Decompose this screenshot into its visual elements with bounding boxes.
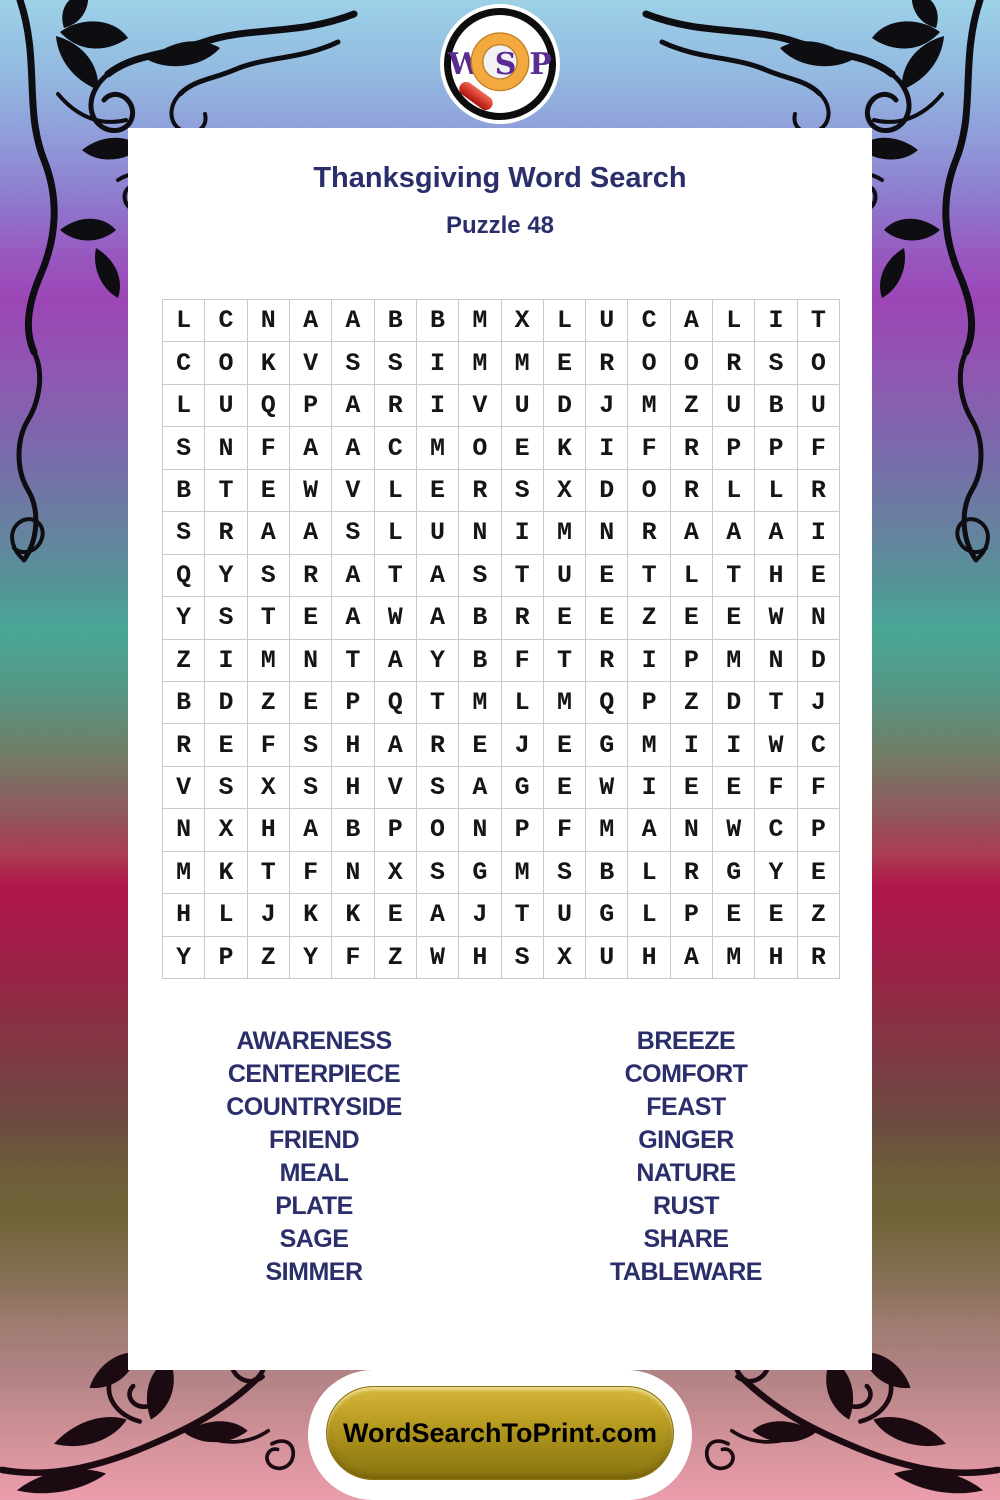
- grid-cell: V: [290, 342, 332, 384]
- grid-cell: S: [290, 724, 332, 766]
- grid-cell: A: [671, 512, 713, 554]
- grid-cell: E: [544, 597, 586, 639]
- grid-cell: R: [798, 470, 840, 512]
- grid-cell: R: [586, 640, 628, 682]
- grid-cell: G: [713, 852, 755, 894]
- grid-cell: B: [332, 809, 374, 851]
- grid-cell: Y: [205, 555, 247, 597]
- grid-cell: E: [586, 597, 628, 639]
- grid-cell: T: [332, 640, 374, 682]
- word-column-1: [128, 1025, 500, 1289]
- grid-cell: U: [205, 385, 247, 427]
- grid-cell: A: [375, 640, 417, 682]
- grid-cell: Q: [248, 385, 290, 427]
- grid-cell: B: [459, 640, 501, 682]
- grid-cell: L: [502, 682, 544, 724]
- grid-cell: I: [628, 640, 670, 682]
- grid-cell: U: [713, 385, 755, 427]
- grid-cell: P: [798, 809, 840, 851]
- grid-cell: S: [163, 512, 205, 554]
- grid-cell: C: [628, 300, 670, 342]
- grid-cell: S: [459, 555, 501, 597]
- grid-cell: R: [671, 470, 713, 512]
- grid-cell: F: [248, 427, 290, 469]
- grid-cell: M: [544, 682, 586, 724]
- word-item: SAGE: [279, 1225, 349, 1253]
- grid-cell: K: [332, 894, 374, 936]
- grid-cell: T: [755, 682, 797, 724]
- grid-cell: P: [628, 682, 670, 724]
- grid-cell: M: [628, 724, 670, 766]
- grid-cell: A: [713, 512, 755, 554]
- grid-cell: E: [290, 682, 332, 724]
- grid-cell: S: [417, 767, 459, 809]
- grid-cell: V: [459, 385, 501, 427]
- grid-cell: I: [755, 300, 797, 342]
- grid-cell: E: [713, 894, 755, 936]
- grid-cell: L: [671, 555, 713, 597]
- grid-cell: E: [798, 852, 840, 894]
- grid-cell: M: [459, 682, 501, 724]
- grid-cell: V: [163, 767, 205, 809]
- grid-cell: E: [586, 555, 628, 597]
- grid-cell: S: [290, 767, 332, 809]
- grid-cell: Y: [417, 640, 459, 682]
- grid-cell: A: [290, 300, 332, 342]
- grid-cell: Y: [163, 597, 205, 639]
- grid-cell: F: [628, 427, 670, 469]
- grid-cell: M: [248, 640, 290, 682]
- grid-cell: V: [375, 767, 417, 809]
- grid-cell: E: [798, 555, 840, 597]
- grid-cell: O: [628, 470, 670, 512]
- grid-cell: U: [586, 937, 628, 979]
- word-item: PLATE: [275, 1192, 353, 1220]
- grid-cell: E: [290, 597, 332, 639]
- grid-cell: K: [205, 852, 247, 894]
- grid-cell: L: [713, 300, 755, 342]
- grid-cell: A: [755, 512, 797, 554]
- grid-cell: D: [586, 470, 628, 512]
- grid-cell: D: [544, 385, 586, 427]
- grid-cell: Q: [586, 682, 628, 724]
- letter-grid: [162, 299, 840, 979]
- word-list: [128, 1025, 872, 1289]
- grid-cell: S: [502, 937, 544, 979]
- grid-cell: V: [332, 470, 374, 512]
- grid-cell: M: [163, 852, 205, 894]
- grid-cell: M: [713, 640, 755, 682]
- grid-cell: S: [205, 597, 247, 639]
- grid-cell: A: [375, 724, 417, 766]
- grid-cell: Q: [163, 555, 205, 597]
- grid-cell: E: [417, 470, 459, 512]
- grid-cell: J: [502, 724, 544, 766]
- grid-cell: A: [290, 512, 332, 554]
- logo-letter-p: P: [529, 46, 552, 82]
- grid-cell: M: [502, 342, 544, 384]
- grid-cell: P: [332, 682, 374, 724]
- grid-cell: S: [417, 852, 459, 894]
- grid-cell: F: [544, 809, 586, 851]
- grid-cell: T: [713, 555, 755, 597]
- grid-cell: H: [459, 937, 501, 979]
- grid-cell: A: [417, 894, 459, 936]
- grid-cell: R: [502, 597, 544, 639]
- grid-cell: Z: [671, 385, 713, 427]
- grid-cell: R: [375, 385, 417, 427]
- grid-cell: O: [205, 342, 247, 384]
- grid-cell: N: [459, 809, 501, 851]
- grid-cell: O: [671, 342, 713, 384]
- grid-cell: O: [417, 809, 459, 851]
- word-item: TABLEWARE: [610, 1258, 762, 1286]
- magnifier-ring-icon: [472, 34, 528, 90]
- grid-cell: F: [755, 767, 797, 809]
- grid-cell: W: [417, 937, 459, 979]
- grid-cell: E: [459, 724, 501, 766]
- grid-cell: T: [502, 555, 544, 597]
- grid-cell: A: [290, 809, 332, 851]
- grid-cell: T: [248, 852, 290, 894]
- grid-cell: A: [332, 427, 374, 469]
- grid-cell: L: [163, 385, 205, 427]
- word-item: COUNTRYSIDE: [226, 1093, 402, 1121]
- grid-cell: F: [502, 640, 544, 682]
- grid-cell: W: [755, 724, 797, 766]
- puzzle-card: [128, 128, 872, 1370]
- grid-cell: P: [755, 427, 797, 469]
- grid-cell: E: [544, 767, 586, 809]
- grid-cell: N: [586, 512, 628, 554]
- grid-cell: T: [628, 555, 670, 597]
- grid-cell: S: [332, 512, 374, 554]
- grid-cell: C: [205, 300, 247, 342]
- grid-cell: C: [798, 724, 840, 766]
- word-column-2: [500, 1025, 872, 1289]
- grid-cell: P: [671, 640, 713, 682]
- grid-cell: E: [248, 470, 290, 512]
- grid-cell: N: [798, 597, 840, 639]
- grid-cell: R: [713, 342, 755, 384]
- word-item: BREEZE: [636, 1027, 736, 1055]
- grid-cell: M: [459, 300, 501, 342]
- grid-cell: N: [755, 640, 797, 682]
- word-item: SHARE: [643, 1225, 729, 1253]
- grid-cell: L: [628, 894, 670, 936]
- puzzle-number: Puzzle 48: [445, 212, 555, 239]
- grid-cell: I: [417, 342, 459, 384]
- grid-cell: H: [755, 555, 797, 597]
- grid-cell: O: [798, 342, 840, 384]
- grid-cell: S: [248, 555, 290, 597]
- grid-cell: U: [544, 894, 586, 936]
- grid-cell: S: [163, 427, 205, 469]
- grid-cell: D: [713, 682, 755, 724]
- grid-cell: I: [671, 724, 713, 766]
- grid-cell: T: [544, 640, 586, 682]
- grid-cell: M: [713, 937, 755, 979]
- grid-cell: W: [755, 597, 797, 639]
- grid-cell: X: [248, 767, 290, 809]
- grid-cell: S: [375, 342, 417, 384]
- grid-cell: B: [163, 470, 205, 512]
- grid-cell: Z: [248, 937, 290, 979]
- grid-cell: P: [713, 427, 755, 469]
- grid-cell: W: [375, 597, 417, 639]
- grid-cell: U: [798, 385, 840, 427]
- grid-cell: G: [586, 724, 628, 766]
- grid-cell: S: [544, 852, 586, 894]
- grid-cell: S: [332, 342, 374, 384]
- grid-cell: A: [459, 767, 501, 809]
- word-item: CENTERPIECE: [227, 1060, 401, 1088]
- grid-cell: I: [713, 724, 755, 766]
- grid-cell: T: [375, 555, 417, 597]
- grid-cell: L: [713, 470, 755, 512]
- grid-cell: Y: [163, 937, 205, 979]
- grid-cell: K: [544, 427, 586, 469]
- wsp-logo: [444, 8, 556, 120]
- grid-cell: E: [671, 597, 713, 639]
- grid-cell: Z: [798, 894, 840, 936]
- grid-cell: R: [417, 724, 459, 766]
- grid-cell: H: [163, 894, 205, 936]
- grid-cell: P: [502, 809, 544, 851]
- grid-cell: W: [713, 809, 755, 851]
- grid-cell: A: [671, 300, 713, 342]
- grid-cell: K: [248, 342, 290, 384]
- grid-cell: L: [755, 470, 797, 512]
- grid-cell: X: [205, 809, 247, 851]
- grid-cell: A: [332, 555, 374, 597]
- grid-cell: U: [417, 512, 459, 554]
- grid-cell: L: [205, 894, 247, 936]
- word-item: COMFORT: [624, 1060, 748, 1088]
- grid-cell: G: [586, 894, 628, 936]
- grid-cell: X: [502, 300, 544, 342]
- grid-cell: T: [417, 682, 459, 724]
- grid-cell: E: [544, 724, 586, 766]
- grid-cell: S: [502, 470, 544, 512]
- grid-cell: P: [290, 385, 332, 427]
- grid-cell: E: [713, 767, 755, 809]
- grid-cell: T: [205, 470, 247, 512]
- grid-cell: B: [417, 300, 459, 342]
- grid-cell: I: [586, 427, 628, 469]
- grid-cell: M: [459, 342, 501, 384]
- grid-cell: M: [417, 427, 459, 469]
- grid-cell: J: [798, 682, 840, 724]
- grid-cell: C: [755, 809, 797, 851]
- grid-cell: T: [502, 894, 544, 936]
- grid-cell: W: [586, 767, 628, 809]
- grid-cell: T: [248, 597, 290, 639]
- grid-cell: R: [671, 427, 713, 469]
- grid-cell: M: [544, 512, 586, 554]
- grid-cell: E: [755, 894, 797, 936]
- grid-cell: A: [417, 597, 459, 639]
- grid-cell: C: [375, 427, 417, 469]
- grid-cell: D: [798, 640, 840, 682]
- grid-cell: R: [628, 512, 670, 554]
- site-link-button[interactable]: WordSearchToPrint.com: [326, 1386, 674, 1480]
- grid-cell: B: [586, 852, 628, 894]
- word-item: FEAST: [646, 1093, 726, 1121]
- word-item: NATURE: [636, 1159, 736, 1187]
- word-item: FRIEND: [268, 1126, 360, 1154]
- grid-cell: X: [375, 852, 417, 894]
- grid-cell: U: [544, 555, 586, 597]
- grid-cell: F: [248, 724, 290, 766]
- grid-cell: A: [417, 555, 459, 597]
- grid-cell: H: [332, 767, 374, 809]
- grid-cell: O: [628, 342, 670, 384]
- grid-cell: E: [544, 342, 586, 384]
- grid-cell: B: [459, 597, 501, 639]
- word-item: GINGER: [638, 1126, 734, 1154]
- grid-cell: Z: [375, 937, 417, 979]
- grid-cell: H: [628, 937, 670, 979]
- site-button-glow: [308, 1370, 692, 1500]
- grid-cell: Z: [163, 640, 205, 682]
- grid-cell: N: [248, 300, 290, 342]
- logo-letter-s: S: [494, 46, 517, 82]
- word-item: RUST: [652, 1192, 720, 1220]
- grid-cell: F: [798, 427, 840, 469]
- grid-cell: L: [163, 300, 205, 342]
- grid-cell: G: [502, 767, 544, 809]
- grid-cell: Y: [290, 937, 332, 979]
- grid-cell: A: [332, 385, 374, 427]
- grid-cell: K: [290, 894, 332, 936]
- grid-cell: J: [459, 894, 501, 936]
- grid-cell: I: [628, 767, 670, 809]
- grid-cell: E: [713, 597, 755, 639]
- grid-cell: O: [459, 427, 501, 469]
- grid-cell: B: [755, 385, 797, 427]
- grid-cell: N: [332, 852, 374, 894]
- grid-cell: R: [205, 512, 247, 554]
- grid-cell: M: [502, 852, 544, 894]
- grid-cell: R: [798, 937, 840, 979]
- grid-cell: P: [205, 937, 247, 979]
- grid-cell: D: [205, 682, 247, 724]
- grid-cell: A: [628, 809, 670, 851]
- grid-cell: I: [205, 640, 247, 682]
- grid-cell: B: [375, 300, 417, 342]
- grid-cell: F: [332, 937, 374, 979]
- grid-cell: E: [375, 894, 417, 936]
- grid-cell: E: [502, 427, 544, 469]
- grid-cell: H: [755, 937, 797, 979]
- grid-cell: L: [628, 852, 670, 894]
- logo-letter-w: W: [448, 46, 482, 82]
- grid-cell: H: [332, 724, 374, 766]
- grid-cell: A: [290, 427, 332, 469]
- grid-cell: A: [332, 597, 374, 639]
- grid-cell: S: [755, 342, 797, 384]
- grid-cell: U: [586, 300, 628, 342]
- grid-cell: A: [248, 512, 290, 554]
- grid-cell: F: [798, 767, 840, 809]
- grid-cell: J: [586, 385, 628, 427]
- grid-cell: N: [290, 640, 332, 682]
- grid-cell: N: [459, 512, 501, 554]
- grid-cell: N: [205, 427, 247, 469]
- grid-cell: E: [671, 767, 713, 809]
- grid-cell: T: [798, 300, 840, 342]
- grid-cell: Q: [375, 682, 417, 724]
- grid-cell: I: [417, 385, 459, 427]
- grid-cell: R: [459, 470, 501, 512]
- grid-cell: H: [248, 809, 290, 851]
- grid-cell: Z: [628, 597, 670, 639]
- grid-cell: M: [586, 809, 628, 851]
- word-item: AWARENESS: [236, 1027, 392, 1055]
- grid-cell: R: [671, 852, 713, 894]
- grid-cell: N: [163, 809, 205, 851]
- page-title: Thanksgiving Word Search: [313, 162, 687, 194]
- grid-cell: E: [205, 724, 247, 766]
- grid-cell: N: [671, 809, 713, 851]
- grid-cell: J: [248, 894, 290, 936]
- grid-cell: B: [163, 682, 205, 724]
- grid-cell: U: [502, 385, 544, 427]
- grid-cell: C: [163, 342, 205, 384]
- grid-cell: R: [163, 724, 205, 766]
- word-item: MEAL: [279, 1159, 349, 1187]
- grid-cell: P: [375, 809, 417, 851]
- grid-cell: G: [459, 852, 501, 894]
- grid-cell: I: [502, 512, 544, 554]
- grid-cell: L: [544, 300, 586, 342]
- grid-cell: X: [544, 937, 586, 979]
- grid-cell: R: [290, 555, 332, 597]
- grid-cell: L: [375, 470, 417, 512]
- grid-cell: R: [586, 342, 628, 384]
- grid-cell: Z: [248, 682, 290, 724]
- grid-cell: W: [290, 470, 332, 512]
- grid-cell: A: [332, 300, 374, 342]
- word-item: SIMMER: [265, 1258, 363, 1286]
- grid-cell: M: [628, 385, 670, 427]
- grid-cell: P: [671, 894, 713, 936]
- grid-cell: A: [671, 937, 713, 979]
- grid-cell: Y: [755, 852, 797, 894]
- grid-cell: Z: [671, 682, 713, 724]
- grid-cell: S: [205, 767, 247, 809]
- grid-cell: X: [544, 470, 586, 512]
- grid-cell: L: [375, 512, 417, 554]
- grid-cell: F: [290, 852, 332, 894]
- grid-cell: I: [798, 512, 840, 554]
